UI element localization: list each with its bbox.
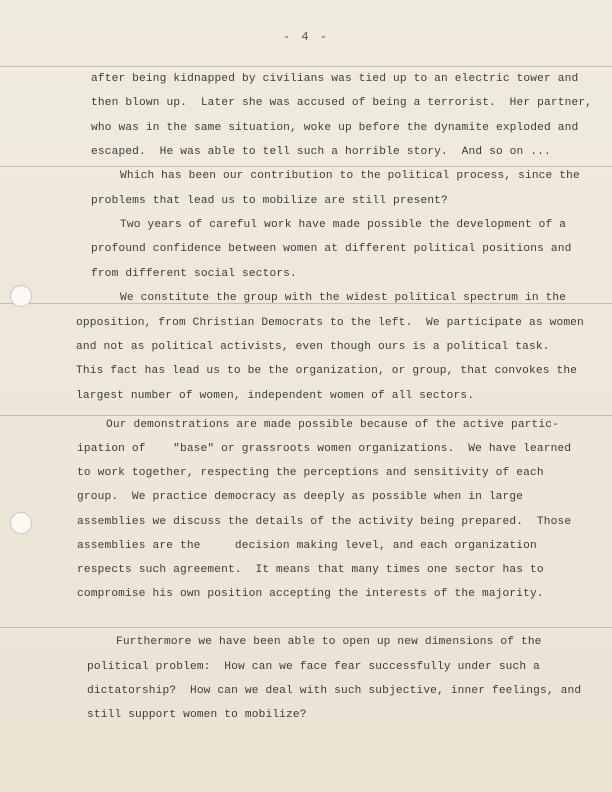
body-text-line: problems that lead us to mobilize are still present? xyxy=(91,195,448,207)
body-text-line: assemblies are the decision making level, and each organization xyxy=(77,540,537,552)
body-text-line: respects such agreement. It means that many times one sector has to xyxy=(77,564,544,576)
body-text-line: ipation of "base" or grassroots women organizations. We have learned xyxy=(77,443,572,455)
body-text-line: compromise his own position accepting the interests of the majority. xyxy=(77,588,544,600)
page-number: - 4 - xyxy=(282,30,329,44)
punch-hole xyxy=(10,285,32,307)
body-text-line: and not as political activists, even though ours is a political task. xyxy=(76,341,550,353)
body-text-line: political problem: How can we face fear successfully under such a xyxy=(87,661,540,673)
body-text-line: opposition, from Christian Democrats to the left. We participate as women xyxy=(76,317,584,329)
body-text-line: This fact has lead us to be the organization, or group, that convokes the xyxy=(76,365,578,377)
body-text-line: Our demonstrations are made possible because of the active partic- xyxy=(106,419,559,431)
body-text-line: to work together, respecting the perceptions and sensitivity of each xyxy=(77,467,544,479)
punch-hole xyxy=(10,512,32,534)
body-text-line: Two years of careful work have made possible the development of a xyxy=(120,219,567,231)
body-text-line: after being kidnapped by civilians was tied up to an electric tower and xyxy=(91,73,579,85)
body-text-line: from different social sectors. xyxy=(91,268,297,280)
body-text-line: then blown up. Later she was accused of being a terrorist. Her partner, xyxy=(91,97,593,109)
page-fold-line xyxy=(0,415,612,416)
body-text-line: profound confidence between women at different political positions and xyxy=(91,243,572,255)
body-text-line: still support women to mobilize? xyxy=(87,709,307,721)
body-text-line: largest number of women, independent women of all sectors. xyxy=(76,390,475,402)
page-fold-line xyxy=(0,166,612,167)
body-text-line: who was in the same situation, woke up before the dynamite exploded and xyxy=(91,122,579,134)
page-fold-line xyxy=(0,627,612,628)
body-text-line: We constitute the group with the widest political spectrum in the xyxy=(120,292,567,304)
body-text-line: group. We practice democracy as deeply as possible when in large xyxy=(77,491,524,503)
body-text-line: dictatorship? How can we deal with such subjective, inner feelings, and xyxy=(87,685,582,697)
body-text-line: Which has been our contribution to the political process, since the xyxy=(120,170,580,182)
page-fold-line xyxy=(0,66,612,67)
body-text-line: escaped. He was able to tell such a horrible story. And so on ... xyxy=(91,146,551,158)
body-text-line: assemblies we discuss the details of the activity being prepared. Those xyxy=(77,516,572,528)
body-text-line: Furthermore we have been able to open up new dimensions of the xyxy=(116,636,542,648)
